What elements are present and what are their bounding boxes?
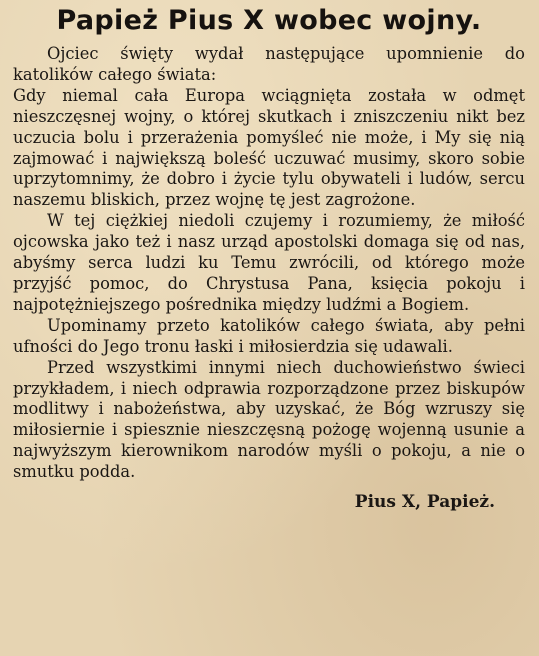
paragraph-europe-war: Gdy niemal cała Europa wciągnięta została w odmęt nieszczęsnej wojny, o której skutkach i zniszczeniu nikt bez uczucia bolu i przerażenia pomyśleć nie może, i My się nią zajmować i największą boleść uczuwać musimy, skoro sobie uprzytomnimy, że dobro i życie tylu obywateli i ludów, sercu naszemu bliskich, przez wojnę tę jest zagrożone. [13,85,525,210]
article-body [13,44,525,483]
paragraph-clergy: Przed wszystkimi innymi niech duchowieństwo świeci przykładem, i niech odprawia rozporządzone przez biskupów modlitwy i nabożeństwa, aby uzyskać, że Bóg wzruszy się miłosiernie i spiesznie nieszczęsną pożogę wojenną usunie a najwyższym kierownikom narodów myśli o pokoju, a nie o smutku podda. [13,357,525,482]
paragraph-apostolic-duty: W tej ciężkiej niedoli czujemy i rozumiemy, że miłość ojcowska jako też i nasz urząd apostolski domaga się od nas, abyśmy serca ludzi ku Temu zwrócili, od którego może przyjść pomoc, do Chrystusa Pana, księcia pokoju i najpotężniejszego pośrednika między ludźmi a Bogiem. [13,211,525,314]
article-headline: Papież Pius X wobec wojny. [56,5,482,36]
article-signature: Pius X, Papież. [354,492,495,513]
paragraph-intro: Ojciec święty wydał następujące upomnienie do katolików całego świata: [13,44,525,84]
paragraph-exhortation: Upominamy przeto katolików całego świata, aby pełni ufności do Jego tronu łaski i miłosierdzia się udawali. [13,315,525,356]
